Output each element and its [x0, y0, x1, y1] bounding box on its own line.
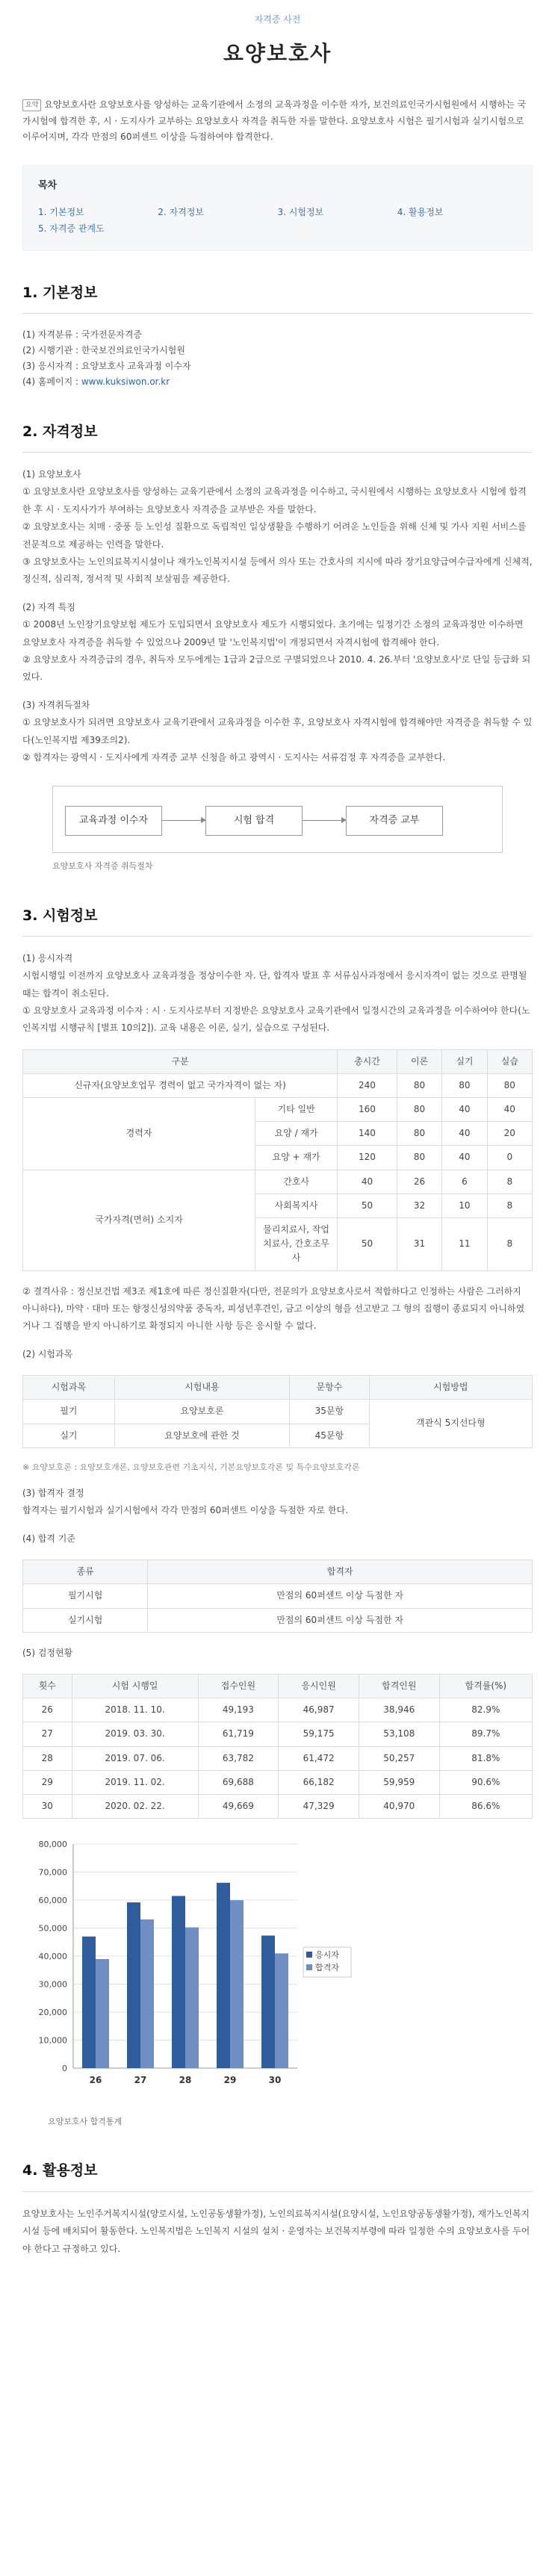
- bar-passers-30: [275, 1954, 288, 2069]
- subject-note: ※ 요양보호론 : 요양보호개론, 요양보호관련 기초지식, 기본요양보호각론 및 특수요양보호각론: [22, 1462, 360, 1472]
- pass-statistics-chart: [22, 1834, 381, 2110]
- bar-applicants-30: [261, 1936, 275, 2068]
- toc-link-basic[interactable]: 1. 기본정보: [38, 206, 84, 217]
- x-tick-label: 28: [179, 2075, 192, 2086]
- bar-passers-28: [185, 1928, 199, 2068]
- table-row: [23, 1698, 533, 1722]
- legend-label: 응시자: [315, 1950, 339, 1961]
- table-cell: 80: [397, 1122, 441, 1146]
- table-header-row: [23, 1675, 533, 1698]
- y-tick-label: 30,000: [38, 1979, 67, 1990]
- table-cell: 81.8%: [439, 1746, 532, 1770]
- table-cell: 30: [23, 1795, 72, 1819]
- table-cell: 80: [397, 1073, 441, 1097]
- table-cell: 요양 / 재가: [255, 1122, 338, 1146]
- y-tick-label: 70,000: [38, 1867, 67, 1878]
- para-text: ② 결격사유 : 정신보건법 제3조 제1호에 따른 정신질환자(다만, 전문의가 요양보호사로서 적합하다고 인정하는 사람은 그러하지 아니하다), 마약 · 대마 또는 향정신성의약품 중독자, 피성년후견인, 금고 이상의 형을 선고받고 그 형의 집행이 종료되지 아니하였거나 그 집행을 받지 아니하기로 확정되지 아니한 사항 등은 응시할 수 없다.: [22, 1285, 525, 1332]
- table-cell: 61,719: [198, 1722, 279, 1746]
- table-cell: 53,108: [359, 1722, 439, 1746]
- y-tick-label: 0: [62, 2064, 67, 2074]
- table-cell: 29: [23, 1770, 72, 1794]
- table-cell: 40: [487, 1098, 532, 1122]
- table-cell: 0: [487, 1146, 532, 1170]
- table-cell: 82.9%: [439, 1698, 532, 1722]
- table-cell: 2019. 03. 30.: [72, 1722, 198, 1746]
- para-heading: (3) 합격자 결정: [22, 1487, 84, 1498]
- table-cell: 신규자(요양보호업무 경력이 없고 국가자격이 없는 자): [23, 1073, 338, 1097]
- table-header: 시험과목: [23, 1376, 115, 1400]
- table-header: 합격인원: [359, 1675, 439, 1698]
- table-header: 시험방법: [369, 1376, 532, 1400]
- table-header: 실기: [442, 1049, 487, 1073]
- para-text: 시험시행일 이전까지 요양보호사 교육과정을 정상이수한 자. 단, 합격자 발표 후 서류심사과정에서 응시자격이 없는 것으로 판명될 때는 합격이 취소된다.: [22, 970, 527, 999]
- table-cell: 11: [442, 1218, 487, 1271]
- toc-link-exam[interactable]: 3. 시험정보: [277, 206, 324, 217]
- diagram-caption: 요양보호사 자격증 취득절차: [52, 861, 153, 872]
- legend-swatch: [306, 1952, 312, 1958]
- table-header-row: [23, 1049, 533, 1073]
- table-cell: 물리치료사, 작업치료사, 간호조무사: [255, 1218, 338, 1271]
- table-row: [23, 1608, 533, 1632]
- table-cell: 32: [397, 1194, 441, 1217]
- para-text: ① 요양보호사란 요양보호사를 양성하는 교육기관에서 소정의 교육과정을 이수하고, 국시원에서 시행하는 요양보호사 시험에 합격한 후 시 · 도지사가가 부여하는 요양보호사 자격증을 교부받은 자를 말한다.: [22, 486, 527, 515]
- table-cell: 20: [487, 1122, 532, 1146]
- table-cell: 45문항: [290, 1424, 369, 1447]
- chart-caption: 요양보호사 합격통계: [48, 2117, 123, 2127]
- table-cell: 160: [338, 1098, 397, 1122]
- table-cell: 객관식 5지선다형: [369, 1400, 532, 1447]
- table-cell: 49,193: [198, 1698, 279, 1722]
- table-cell: 요양보호에 관한 것: [114, 1424, 289, 1447]
- table-header: 횟수: [23, 1675, 72, 1698]
- table-cell: 2019. 11. 02.: [72, 1770, 198, 1794]
- table-cell: 간호사: [255, 1170, 338, 1194]
- para-text: ② 요양보호사는 치매 · 중풍 등 노인성 질환으로 독립적인 일상생활을 수행하기 어려운 노인들을 위해 신체 및 가사 지원 서비스를 전문적으로 제공하는 인력을 말한다.: [22, 521, 527, 550]
- para-heading: (3) 자격취득절차: [22, 699, 90, 710]
- table-cell: 26: [397, 1170, 441, 1194]
- table-header: 합격자: [148, 1560, 533, 1584]
- y-tick-label: 10,000: [38, 2035, 67, 2046]
- table-cell: 120: [338, 1146, 397, 1170]
- diagram-step-pass: 시험 합격: [205, 806, 303, 836]
- table-cell: 8: [487, 1170, 532, 1194]
- table-cell: 40: [442, 1146, 487, 1170]
- table-cell: 요양보호론: [114, 1400, 289, 1424]
- table-header: 응시인원: [279, 1675, 359, 1698]
- para-text: 요양보호사는 노인주거복지시설(양로시설, 노인공동생활가정), 노인의료복지시설(요양시설, 노인요양공동생활가정), 재가노인복지시설 등에 배치되어 활동한다. 노인복지법은 노인복지 시설의 설치 · 운영자는 보건복지부령에 따라 일정한 수의 요양보호사를 두어야 한다고 규정하고 있다.: [22, 2208, 530, 2254]
- y-tick-label: 20,000: [38, 2008, 67, 2018]
- table-cell: 50: [338, 1194, 397, 1217]
- table-row: [23, 1584, 533, 1608]
- y-tick-label: 80,000: [38, 1840, 67, 1850]
- table-row: [23, 1073, 533, 1097]
- x-tick-label: 30: [268, 2075, 282, 2086]
- table-row: [23, 1170, 533, 1194]
- table-row: [23, 1746, 533, 1770]
- table-of-contents: [22, 165, 533, 251]
- x-tick-label: 29: [223, 2075, 237, 2086]
- para-text: ① 요양보호사가 되려면 요양보호사 교육기관에서 교육과정을 이수한 후, 요양보호사 자격시험에 합격해야만 자격증을 취득할 수 있다(노인복지법 제39조의2).: [22, 717, 533, 745]
- table-cell: 10: [442, 1194, 487, 1217]
- table-cell: 40: [442, 1122, 487, 1146]
- para-text: ① 요양보호사 교육과정 이수자 : 시 · 도지사로부터 지정받은 요양보호사 교육기관에서 일정시간의 교육과정을 이수하여야 한다(노인복지법 시행규칙 [별표 10의2]). 교육 내용은 이론, 실기, 실습으로 구성된다.: [22, 1005, 530, 1034]
- table-header: 종류: [23, 1560, 148, 1584]
- toc-link-usage[interactable]: 4. 활용정보: [397, 206, 444, 217]
- table-row: [23, 1400, 533, 1424]
- table-header: 이론: [397, 1049, 441, 1073]
- y-tick-label: 60,000: [38, 1896, 67, 1906]
- table-header: 문항수: [290, 1376, 369, 1400]
- basic-agency: (2) 시행기관 : 한국보건의료인국가시험원: [22, 344, 185, 356]
- table-cell: 2018. 11. 10.: [72, 1698, 198, 1722]
- section-title-qualification: 2. 자격정보: [22, 420, 533, 453]
- table-row: [23, 1770, 533, 1794]
- bar-passers-27: [140, 1919, 154, 2068]
- table-cell: 31: [397, 1218, 441, 1271]
- basic-homepage: [22, 374, 533, 390]
- diagram-step-education: 교육과정 이수자: [65, 806, 162, 836]
- bar-applicants-29: [217, 1883, 230, 2068]
- table-cell: 40: [338, 1170, 397, 1194]
- toc-link-relation[interactable]: 5. 자격증 관계도: [38, 223, 105, 234]
- legend-swatch: [306, 1964, 312, 1970]
- para-heading: (1) 요양보호사: [22, 469, 81, 480]
- pass-criteria-table: [22, 1559, 533, 1633]
- diagram-step-issue: 자격증 교부: [346, 806, 443, 836]
- homepage-link[interactable]: www.kuksiwon.or.kr: [81, 376, 170, 387]
- table-cell: 필기시험: [23, 1584, 148, 1608]
- toc-title: 목차: [38, 179, 58, 191]
- table-cell: 40,970: [359, 1795, 439, 1819]
- toc-link-qualification[interactable]: 2. 자격정보: [158, 206, 204, 217]
- y-tick-label: 50,000: [38, 1923, 67, 1934]
- table-cell: 86.6%: [439, 1795, 532, 1819]
- table-cell: 140: [338, 1122, 397, 1146]
- table-cell: 40: [442, 1098, 487, 1122]
- table-cell: 만점의 60퍼센트 이상 득점한 자: [148, 1608, 533, 1632]
- table-cell: 50: [338, 1218, 397, 1271]
- table-header-row: [23, 1560, 533, 1584]
- table-cell: 사회복지사: [255, 1194, 338, 1217]
- category-label[interactable]: 자격증 사전: [254, 14, 301, 25]
- para-heading: (2) 시험과목: [22, 1348, 73, 1359]
- table-row: [23, 1722, 533, 1746]
- procedure-diagram: [52, 786, 503, 853]
- table-cell: 만점의 60퍼센트 이상 득점한 자: [148, 1584, 533, 1608]
- arrow-icon: [303, 820, 346, 821]
- bar-applicants-28: [172, 1896, 185, 2069]
- table-cell: 2020. 02. 22.: [72, 1795, 198, 1819]
- table-cell: 2019. 07. 06.: [72, 1746, 198, 1770]
- table-header: 접수인원: [198, 1675, 279, 1698]
- table-cell: 27: [23, 1722, 72, 1746]
- table-cell: 필기: [23, 1400, 115, 1424]
- table-cell: 요양 + 재가: [255, 1146, 338, 1170]
- table-cell: 63,782: [198, 1746, 279, 1770]
- summary: [22, 97, 533, 146]
- table-cell: 46,987: [279, 1698, 359, 1722]
- table-cell: 8: [487, 1194, 532, 1217]
- legend-label: 합격자: [315, 1963, 339, 1973]
- para-text: ② 합격자는 광역시 · 도지사에게 자격증 교부 신청을 하고 광역시 · 도지사는 서류검정 후 자격증을 교부한다.: [22, 751, 446, 763]
- table-cell: 47,329: [279, 1795, 359, 1819]
- summary-text: 요양보호사란 요양보호사를 양성하는 교육기관에서 소정의 교육과정을 이수한 자가, 보건의료인국가시험원에서 시행하는 국가시험에 합격한 후, 시 · 도지사가 교부하는 요양보호사 자격을 취득한 자를 말한다. 요양보호사 시험은 필기시험과 실기시험으로 이루어지며, 각각 만점의 60퍼센트 이상을 득점하여야 합격한다.: [22, 99, 527, 143]
- education-hours-table: [22, 1049, 533, 1271]
- para-text: 합격자는 필기시험과 실기시험에서 각각 만점의 60퍼센트 이상을 득점한 자로 한다.: [22, 1505, 348, 1516]
- table-cell: 89.7%: [439, 1722, 532, 1746]
- table-cell: 66,182: [279, 1770, 359, 1794]
- table-cell: 61,472: [279, 1746, 359, 1770]
- bar-passers-29: [230, 1900, 244, 2068]
- table-cell: 26: [23, 1698, 72, 1722]
- table-header: 시험 시행일: [72, 1675, 198, 1698]
- arrow-icon: [162, 820, 205, 821]
- para-text: ① 2008년 노인장기요양보험 제도가 도입되면서 요양보호사 제도가 시행되었다. 초기에는 일정기간 소정의 교육과정만 이수하면 요양보호사 자격증을 취득할 수 있었으나 2009년 말 '노인복지법'이 개정되면서 자격시험에 합격해야 한다.: [22, 619, 524, 648]
- chart-svg: [22, 1834, 381, 2110]
- x-tick-label: 27: [134, 2075, 147, 2086]
- page-title: 요양보호사: [223, 41, 332, 66]
- exam-subject-table: [22, 1375, 533, 1448]
- exam-statistics-table: [22, 1674, 533, 1819]
- summary-badge: 요약: [22, 99, 41, 111]
- basic-eligibility: (3) 응시자격 : 요양보호사 교육과정 이수자: [22, 360, 191, 371]
- table-row: [23, 1098, 533, 1122]
- table-cell: 59,959: [359, 1770, 439, 1794]
- table-row: [23, 1795, 533, 1819]
- table-cell: 69,688: [198, 1770, 279, 1794]
- table-cell: 실기시험: [23, 1608, 148, 1632]
- table-cell: 80: [487, 1073, 532, 1097]
- x-tick-label: 26: [89, 2075, 102, 2086]
- table-cell: 49,669: [198, 1795, 279, 1819]
- table-cell: 90.6%: [439, 1770, 532, 1794]
- para-heading: (4) 합격 기준: [22, 1533, 75, 1544]
- para-text: ② 요양보호사 자격증급의 경우, 취득자 모두에게는 1급과 2급으로 구별되었으나 2010. 4. 26.부터 '요양보호사'로 단일 등급화 되었다.: [22, 654, 531, 683]
- para-heading: (1) 응시자격: [22, 952, 73, 963]
- table-cell: 59,175: [279, 1722, 359, 1746]
- table-cell: 8: [487, 1218, 532, 1271]
- table-header: 시험내용: [114, 1376, 289, 1400]
- table-header: 실습: [487, 1049, 532, 1073]
- table-cell: 80: [442, 1073, 487, 1097]
- table-cell: 국가자격(면허) 소지자: [23, 1170, 255, 1270]
- table-cell: 경력자: [23, 1098, 255, 1170]
- table-cell: 실기: [23, 1424, 115, 1447]
- basic-classification: (1) 자격분류 : 국가전문자격증: [22, 329, 142, 340]
- table-cell: 50,257: [359, 1746, 439, 1770]
- table-cell: 6: [442, 1170, 487, 1194]
- section-title-usage: 4. 활용정보: [22, 2158, 533, 2191]
- table-cell: 기타 일반: [255, 1098, 338, 1122]
- table-cell: 80: [397, 1146, 441, 1170]
- table-cell: 38,946: [359, 1698, 439, 1722]
- y-tick-label: 40,000: [38, 1952, 67, 1962]
- bar-applicants-26: [82, 1937, 96, 2068]
- table-header: 합격률(%): [439, 1675, 532, 1698]
- para-heading: (2) 자격 특징: [22, 601, 75, 612]
- table-header: 총시간: [338, 1049, 397, 1073]
- bar-passers-26: [96, 1959, 109, 2068]
- table-cell: 240: [338, 1073, 397, 1097]
- para-text: ③ 요양보호사는 노인의료복지시설이나 재가노인복지시설 등에서 의사 또는 간호사의 지시에 따라 장기요양급여수급자에게 신체적, 정신적, 심리적, 정서적 및 사회적 보살핌을 제공한다.: [22, 556, 533, 585]
- table-cell: 80: [397, 1098, 441, 1122]
- section-title-basic: 1. 기본정보: [22, 281, 533, 314]
- table-cell: 35문항: [290, 1400, 369, 1424]
- toc-list: [38, 204, 517, 237]
- section-title-exam: 3. 시험정보: [22, 904, 533, 937]
- table-header: 구분: [23, 1049, 338, 1073]
- bar-applicants-27: [127, 1902, 140, 2068]
- table-cell: 28: [23, 1746, 72, 1770]
- para-heading: (5) 검정현황: [22, 1647, 73, 1658]
- homepage-label: (4) 홈페이지 :: [22, 376, 81, 387]
- table-header-row: [23, 1376, 533, 1400]
